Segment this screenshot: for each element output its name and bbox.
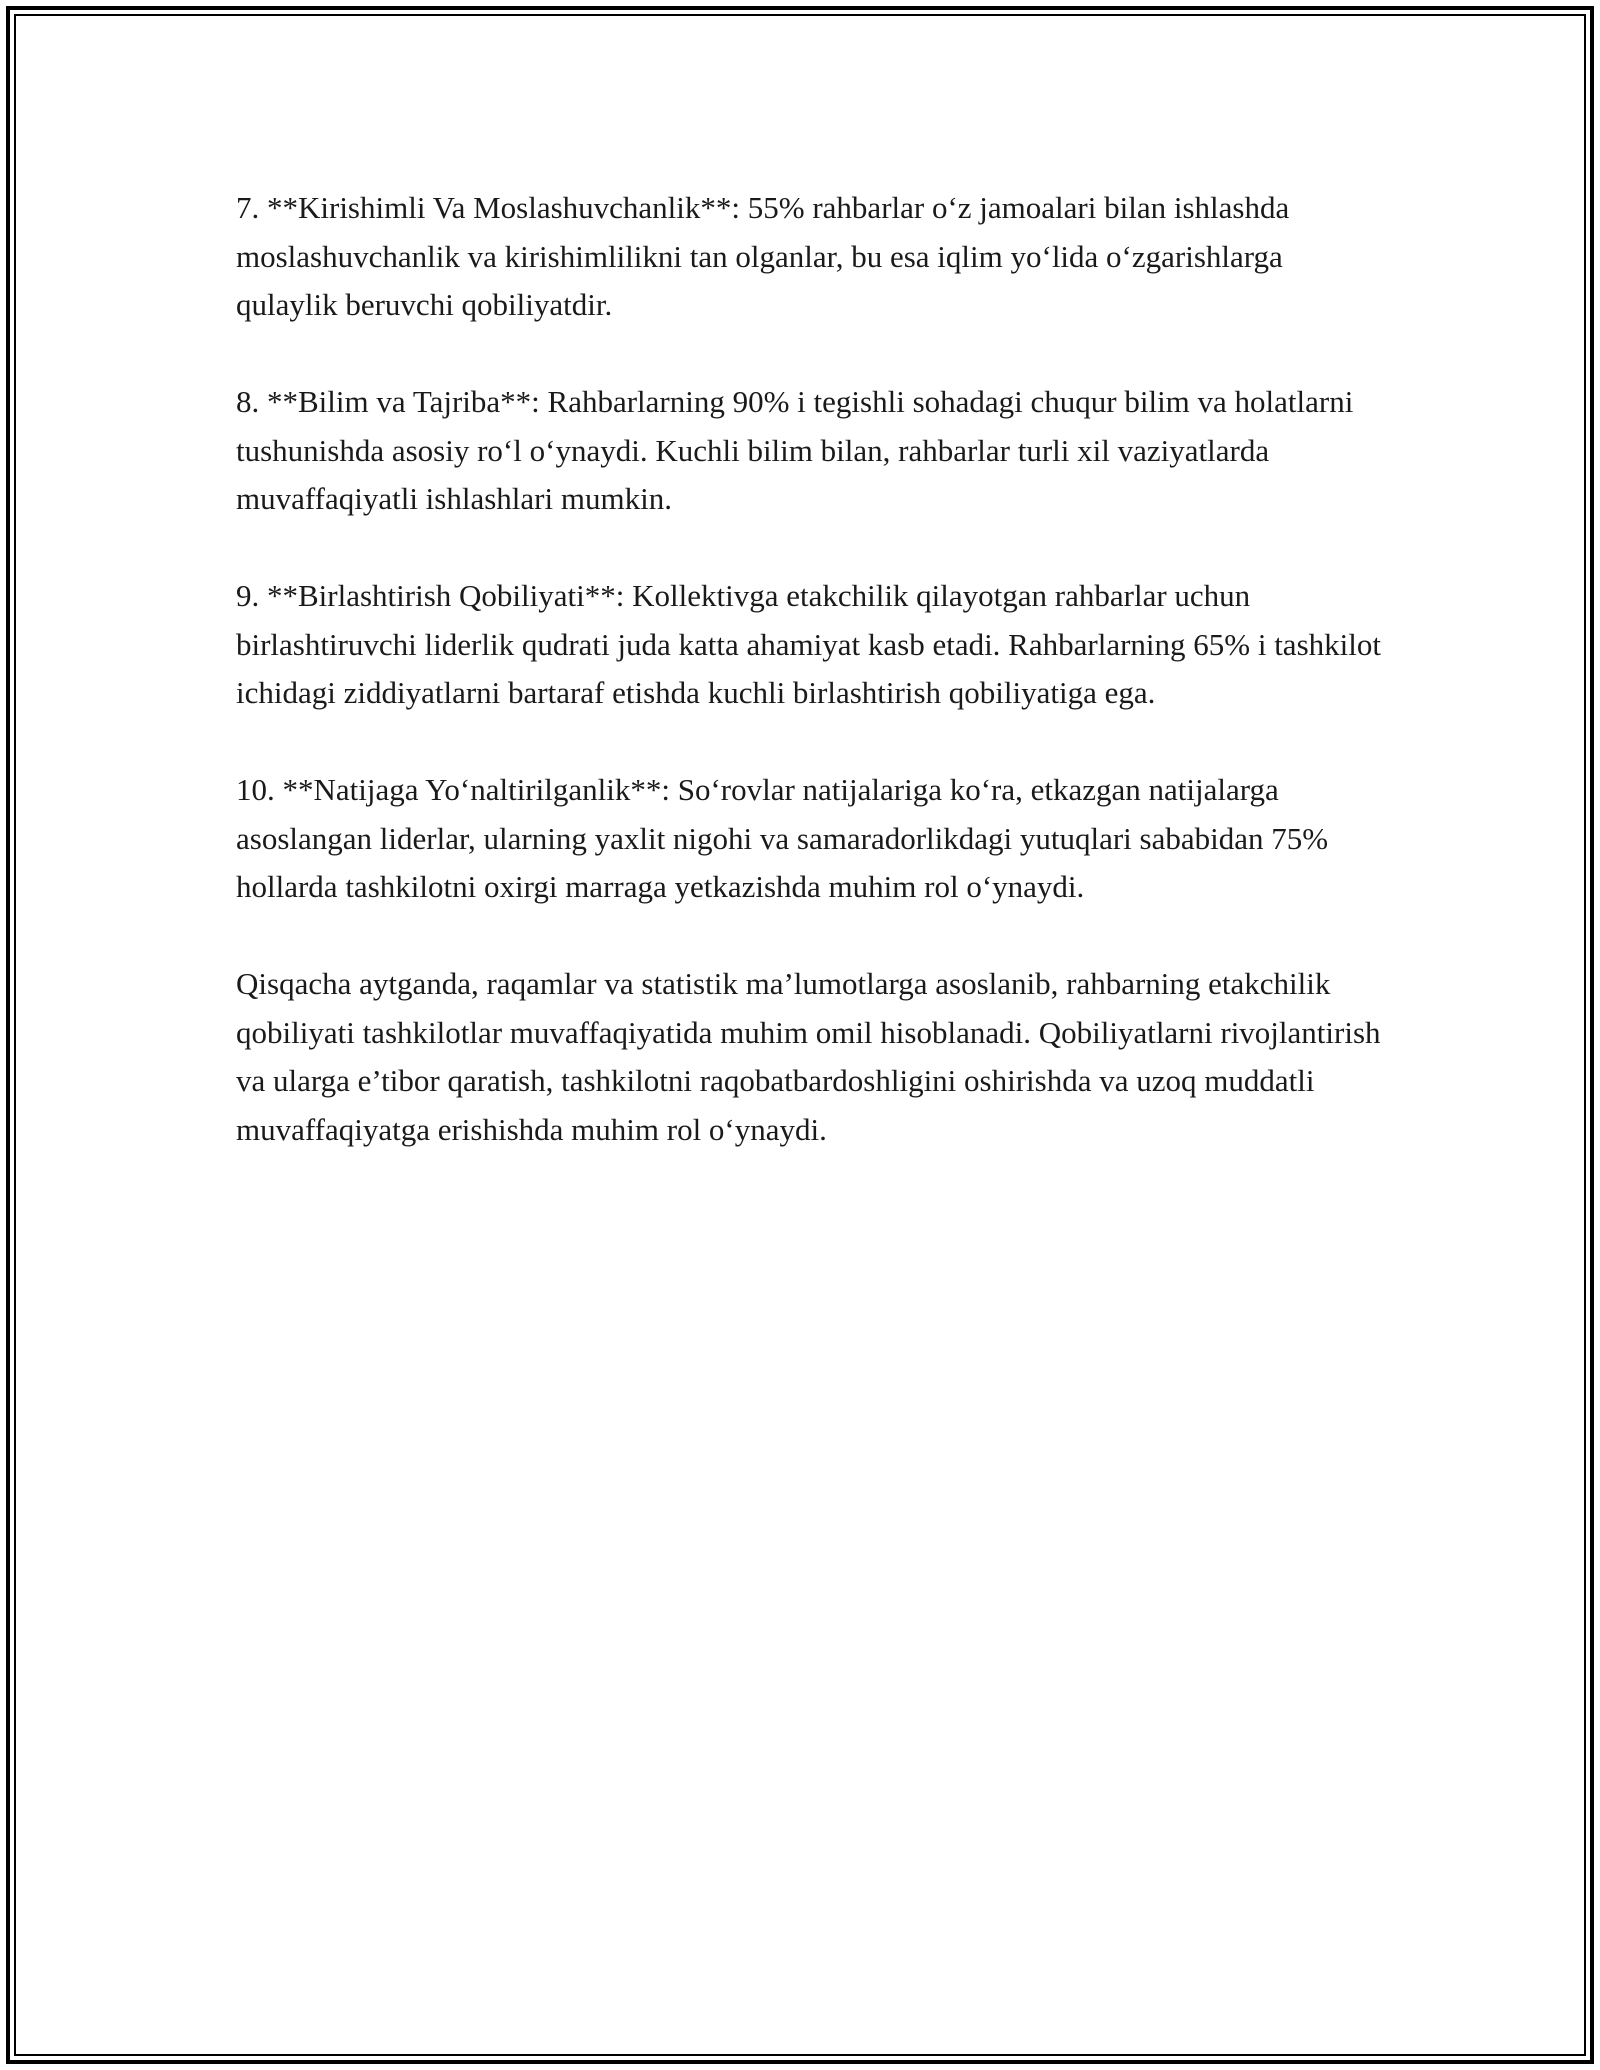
paragraph-item-8: 8. **Bilim va Tajriba**: Rahbarlarning 90% i tegishli sohadagi chuqur bilim va holatlarni tushunishda asosiy ro‘l o‘ynaydi. Kuchli bilim bilan, rahbarlar turli xil vaziyatlarda muvaffaqiyatli ishlashlari mumkin. xyxy=(236,384,1354,516)
paragraph-item-9: 9. **Birlashtirish Qobiliyati**: Kollektivga etakchilik qilayotgan rahbarlar uchun birlashtiruvchi liderlik qudrati juda katta ahamiyat kasb etadi. Rahbarlarning 65% i tashkilot ichidagi ziddiyatlarni bartaraf etishda kuchli birlashtirish qobiliyatiga ega. xyxy=(236,578,1381,710)
paragraph-summary: Qisqacha aytganda, raqamlar va statistik ma’lumotlarga asoslanib, rahbarning etakchilik qobiliyati tashkilotlar muvaffaqiyatida muhim omil hisoblanadi. Qobiliyatlarni rivojlantirish va ularga e’tibor qaratish, tashkilotni raqobatbardoshligini oshirishda va uzoq muddatli muvaffaqiyatga erishishda muhim rol o‘ynaydi. xyxy=(236,966,1381,1147)
paragraph-item-7: 7. **Kirishimli Va Moslashuvchanlik**: 55% rahbarlar o‘z jamoalari bilan ishlashda moslashuvchanlik va kirishimlilikni tan olganlar, bu esa iqlim yo‘lida o‘zgarishlarga qulaylik beruvchi qobiliyatdir. xyxy=(236,190,1290,322)
paragraph-item-10: 10. **Natijaga Yo‘naltirilganlik**: So‘rovlar natijalariga ko‘ra, etkazgan natijalarga asoslangan liderlar, ularning yaxlit nigohi va samaradorlikdagi yutuqlari sababidan 75% hollarda tashkilotni oxirgi marraga yetkazishda muhim rol o‘ynaydi. xyxy=(236,772,1329,904)
document-body xyxy=(236,184,1386,1203)
